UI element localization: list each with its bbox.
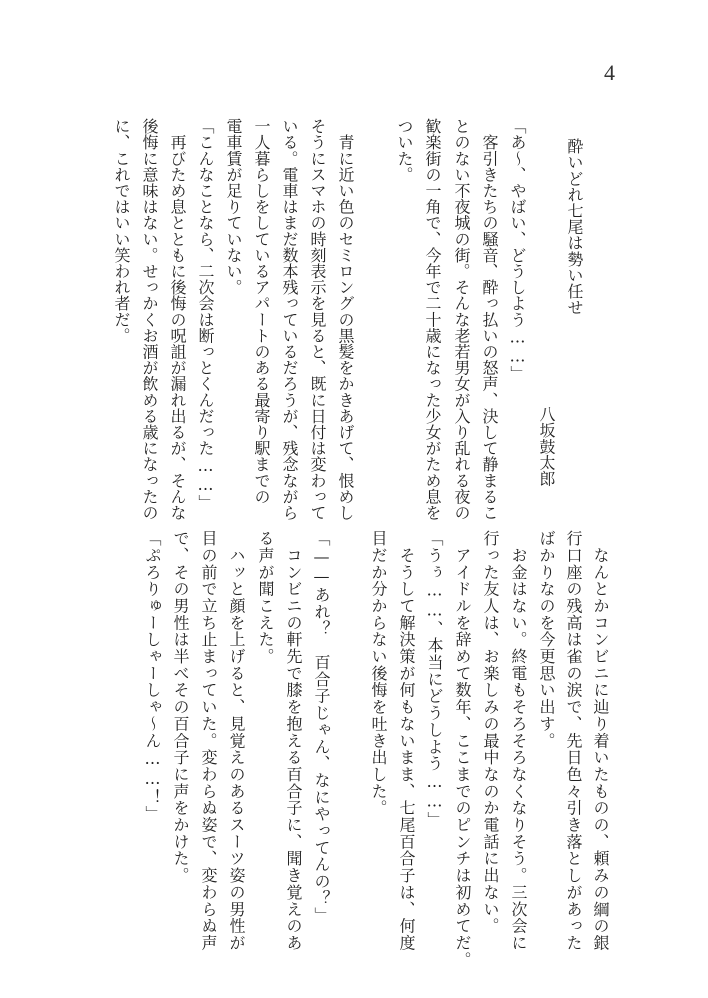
- text-line: とのない不夜城の街。そんな老若男女が入り乱れる夜の: [452, 118, 471, 521]
- text-line: 行口座の残高は雀の涙で、先日色々引き落としがあった: [564, 530, 583, 952]
- text-line: で、その男性は半べその百合子に声をかけた。: [171, 530, 190, 884]
- text-line: そうにスマホの時刻表示を見ると、既に日付は変わって: [308, 118, 327, 521]
- text-line: 「あ〜、やばい、どうしよう……」: [508, 118, 527, 382]
- text-line: お金はない。終電もそろそろなくなりそう。三次会に: [509, 530, 528, 952]
- story-title: 酔いどれ七尾は勢い任せ: [565, 138, 584, 316]
- text-line: る声が聞こえた。: [256, 530, 275, 665]
- text-line: なんとかコンビニに辿り着いたものの、頼みの綱の銀: [591, 530, 610, 952]
- text-line: 行った友人は、お楽しみの最中なのか電話に出ない。: [481, 530, 500, 935]
- text-line: いる。電車はまだ数本残っているだろうが、残念ながら: [280, 118, 299, 521]
- text-line: 一人暮らしをしているアパートのある最寄り駅までの: [252, 118, 271, 505]
- text-line: 「こんなことなら、二次会は断っとくんだった……」: [196, 118, 215, 511]
- text-line: 目だか分からない後悔を吐き出した。: [369, 530, 388, 817]
- text-line: 後悔に意味はない。せっかくお酒が飲める歳になったの: [140, 118, 159, 521]
- text-line: 客引きたちの騒音、酔っ払いの怒声、決して静まるこ: [480, 118, 499, 521]
- page-number: 4: [604, 60, 615, 85]
- text-line: そうして解決策が何もないまま、七尾百合子は、何度: [397, 530, 416, 952]
- text-line: 目の前で立ち止まっていた。変わらぬ姿で、変わらぬ声: [199, 530, 218, 952]
- text-line: ハッと顔を上げると、見覚えのあるスーツ姿の男性が: [227, 530, 246, 952]
- author-name: 八坂鼓太郎: [537, 406, 556, 487]
- text-line: 青に近い色のセミロングの黒髪をかきあげて、恨めし: [336, 118, 355, 521]
- text-line: 「——あれ？ 百合子じゃん、なにやってんの？」: [312, 530, 331, 924]
- text-line: 「うぅ……、本当にどうしよう……」: [425, 530, 444, 829]
- text-line: 歓楽街の一角で、今年で二十歳になった少女がため息を: [423, 118, 442, 521]
- text-line: ついた。: [395, 118, 414, 183]
- text-line: コンビニの軒先で膝を抱える百合子に、聞き覚えのあ: [284, 530, 303, 952]
- text-line: アイドルを辞めて数年、ここまでのピンチは初めてだ。: [453, 530, 472, 969]
- text-line: 再びため息とともに後悔の呪詛が漏れ出るが、そんな: [168, 118, 187, 521]
- text-line: 「ぷろりゅーしゃーしゃ〜ん……！」: [143, 530, 162, 823]
- text-line: ばかりなのを今更思い出す。: [537, 530, 556, 750]
- text-line: 電車賃が足りていない。: [224, 118, 243, 296]
- text-line: に、これではいい笑われ者だ。: [112, 118, 131, 344]
